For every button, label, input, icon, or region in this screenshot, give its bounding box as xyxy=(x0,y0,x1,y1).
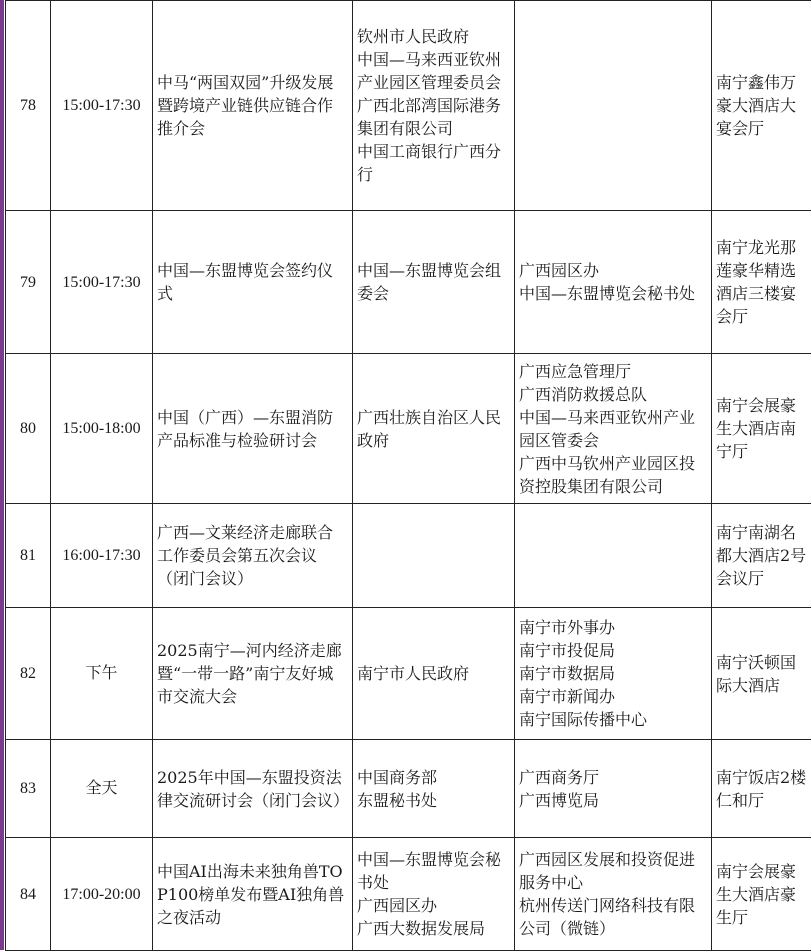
table-row xyxy=(6,1,811,211)
event-name: 广西—文莱经济走廊联合工作委员会第五次会议（闭门会议） xyxy=(153,504,353,608)
event-name: 2025年中国—东盟投资法律交流研讨会（闭门会议） xyxy=(153,740,353,838)
organizer: 中国—东盟博览会秘书处 xyxy=(357,848,510,894)
event-schedule-table xyxy=(5,0,811,951)
row-number: 82 xyxy=(6,608,51,740)
organizer: 中国—东盟博览会组委会 xyxy=(357,259,510,305)
table-row xyxy=(6,211,811,354)
venue: 南宁南湖名都大酒店2号会议厅 xyxy=(712,504,811,608)
row-number: 84 xyxy=(6,838,51,951)
organizer: 广西壮族自治区人民政府 xyxy=(357,406,510,452)
co-organizer: 中国—东盟博览会秘书处 xyxy=(519,282,707,305)
venue: 南宁饭店2楼仁和厅 xyxy=(712,740,811,838)
co-organizer: 广西园区发展和投资促进服务中心 xyxy=(519,848,707,894)
table-row xyxy=(6,838,811,951)
co-organizer: 广西中马钦州产业园区投资控股集团有限公司 xyxy=(519,452,707,498)
co-organizer-cell xyxy=(515,740,712,838)
co-organizer-cell xyxy=(515,838,712,951)
event-time: 下午 xyxy=(51,608,153,740)
event-name: 中国（广西）—东盟消防产品标准与检验研讨会 xyxy=(153,354,353,504)
organizer-cell xyxy=(353,608,515,740)
row-number: 83 xyxy=(6,740,51,838)
organizer: 广西大数据发展局 xyxy=(357,917,510,940)
venue: 南宁龙光那莲豪华精选酒店三楼宴会厅 xyxy=(712,211,811,354)
venue: 南宁鑫伟万豪大酒店大宴会厅 xyxy=(712,1,811,211)
organizer: 南宁市人民政府 xyxy=(357,662,510,685)
event-time: 全天 xyxy=(51,740,153,838)
co-organizer: 广西园区办 xyxy=(519,259,707,282)
organizer-cell xyxy=(353,354,515,504)
organizer-cell xyxy=(353,1,515,211)
organizer: 中国工商银行广西分行 xyxy=(357,140,510,186)
co-organizer: 中国—马来西亚钦州产业园区管委会 xyxy=(519,406,707,452)
organizer: 中国—马来西亚钦州产业园区管理委员会 xyxy=(357,48,510,94)
event-time: 16:00-17:30 xyxy=(51,504,153,608)
organizer: 中国商务部 xyxy=(357,766,510,789)
event-name: 中国—东盟博览会签约仪式 xyxy=(153,211,353,354)
co-organizer: 广西消防救援总队 xyxy=(519,383,707,406)
venue: 南宁沃顿国际大酒店 xyxy=(712,608,811,740)
venue: 南宁会展豪生大酒店南宁厅 xyxy=(712,354,811,504)
co-organizer: 广西博览局 xyxy=(519,789,707,812)
event-time: 15:00-17:30 xyxy=(51,211,153,354)
event-time: 15:00-18:00 xyxy=(51,354,153,504)
organizer-cell xyxy=(353,211,515,354)
co-organizer: 南宁市新闻办 xyxy=(519,685,707,708)
event-time: 15:00-17:30 xyxy=(51,1,153,211)
organizer-cell xyxy=(353,740,515,838)
organizer-cell xyxy=(353,838,515,951)
event-name: 2025南宁—河内经济走廊暨“一带一路”南宁友好城市交流大会 xyxy=(153,608,353,740)
row-number: 78 xyxy=(6,1,51,211)
row-number: 80 xyxy=(6,354,51,504)
co-organizer-cell xyxy=(515,504,712,608)
event-name: 中国AI出海未来独角兽TOP100榜单发布暨AI独角兽之夜活动 xyxy=(153,838,353,951)
row-number: 79 xyxy=(6,211,51,354)
organizer-cell xyxy=(353,504,515,608)
co-organizer-cell xyxy=(515,1,712,211)
co-organizer: 南宁市投促局 xyxy=(519,639,707,662)
venue: 南宁会展豪生大酒店豪生厅 xyxy=(712,838,811,951)
co-organizer-cell xyxy=(515,608,712,740)
table-row xyxy=(6,504,811,608)
co-organizer: 广西应急管理厅 xyxy=(519,360,707,383)
co-organizer: 杭州传送门网络科技有限公司（微链） xyxy=(519,894,707,940)
co-organizer-cell xyxy=(515,211,712,354)
table-row xyxy=(6,354,811,504)
co-organizer: 南宁国际传播中心 xyxy=(519,708,707,731)
row-number: 81 xyxy=(6,504,51,608)
event-name: 中马“两国双园”升级发展暨跨境产业链供应链合作推介会 xyxy=(153,1,353,211)
organizer: 广西园区办 xyxy=(357,894,510,917)
left-margin-bar xyxy=(0,0,4,950)
co-organizer: 南宁市数据局 xyxy=(519,662,707,685)
organizer: 广西北部湾国际港务集团有限公司 xyxy=(357,94,510,140)
table-row xyxy=(6,608,811,740)
co-organizer: 南宁市外事办 xyxy=(519,616,707,639)
table-row xyxy=(6,740,811,838)
co-organizer: 广西商务厅 xyxy=(519,766,707,789)
event-time: 17:00-20:00 xyxy=(51,838,153,951)
organizer: 钦州市人民政府 xyxy=(357,25,510,48)
organizer: 东盟秘书处 xyxy=(357,789,510,812)
co-organizer-cell xyxy=(515,354,712,504)
